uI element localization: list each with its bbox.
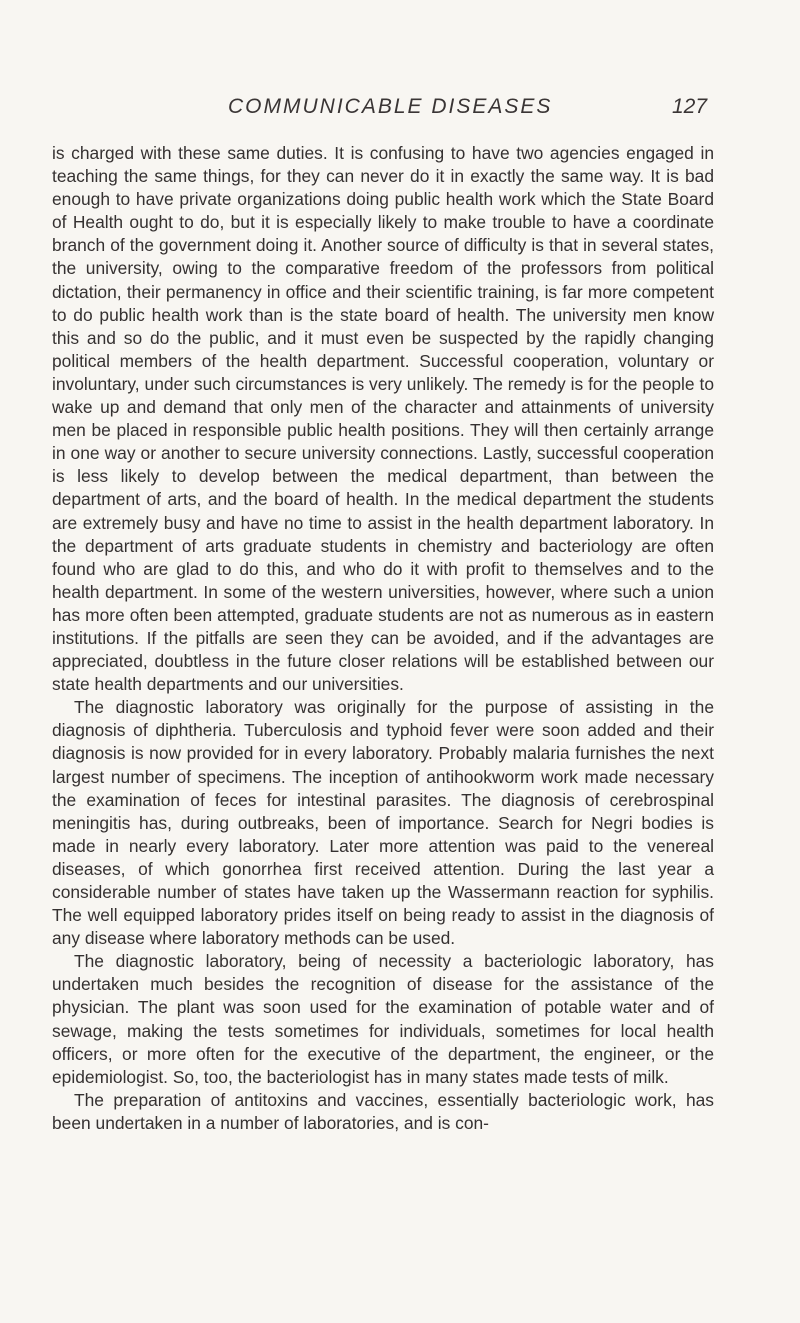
running-title: COMMUNICABLE DISEASES: [228, 95, 553, 118]
paragraph-continuation: is charged with these same duties. It is confusing to have two agencies engaged in teaching the same things, for they can never do it in exactly the same way. It is bad enough to have private organizations doing public health work which the State Board of Health ought to do, but it is especially likely to make trouble to have a coordinate branch of the government doing it. Another source of difficulty is that in several states, the university, owing to the comparative freedom of the professors from political dictation, their permanency in office and their scientific training, is far more competent to do public health work than is the state board of health. The university men know this and so do the public, and it must even be suspected by the rapidly changing political members of the health department. Successful cooperation, voluntary or involuntary, under such circumstances is very unlikely. The remedy is for the people to wake up and demand that only men of the character and attainments of university men be placed in responsible public health positions. They will then certainly arrange in one way or another to secure university connections. Lastly, successful cooperation is less likely to develop between the medical department, than between the department of arts, and the board of health. In the medical department the students are extremely busy and have no time to assist in the health department laboratory. In the department of arts graduate students in chemistry and bacteriology are often found who are glad to do this, and who do it with profit to themselves and to the health department. In some of the western universities, however, where such a union has more often been attempted, graduate students are not as numerous as in eastern institutions. If the pitfalls are seen they can be avoided, and if the advantages are appreciated, doubtless in the future closer relations will be established between our state health departments and our universities.: [52, 143, 714, 695]
page-number: 127: [672, 95, 708, 118]
running-head: [0, 95, 800, 127]
body-text: [52, 142, 714, 1135]
paragraph-diagnostic-laboratory: The diagnostic laboratory was originally for the purpose of assisting in the diagnosis of diphtheria. Tuberculosis and typhoid fever were soon added and their diagnosis is now provided for in every laboratory. Probably malaria furnishes the next largest number of specimens. The inception of antihookworm work made necessary the examination of feces for intestinal parasites. The diagnosis of cerebrospinal meningitis has, during outbreaks, been of importance. Search for Negri bodies is made in nearly every laboratory. Later more attention was paid to the venereal diseases, of which gonorrhea first received attention. During the last year a considerable number of states have taken up the Wassermann reaction for syphilis. The well equipped laboratory prides itself on being ready to assist in the diagnosis of any disease where laboratory methods can be used.: [52, 697, 714, 949]
paragraph-bacteriologic-laboratory: The diagnostic laboratory, being of necessity a bacteriologic laboratory, has undertaken much besides the recognition of disease for the assistance of the physician. The plant was soon used for the examination of potable water and of sewage, making the tests sometimes for individuals, sometimes for local health officers, or more often for the executive of the department, the engineer, or the epidemiologist. So, too, the bacteriologist has in many states made tests of milk.: [52, 951, 714, 1087]
paragraph-antitoxins: The preparation of antitoxins and vaccines, essentially bacteriologic work, has been undertaken in a number of laboratories, and is con-: [52, 1089, 714, 1133]
